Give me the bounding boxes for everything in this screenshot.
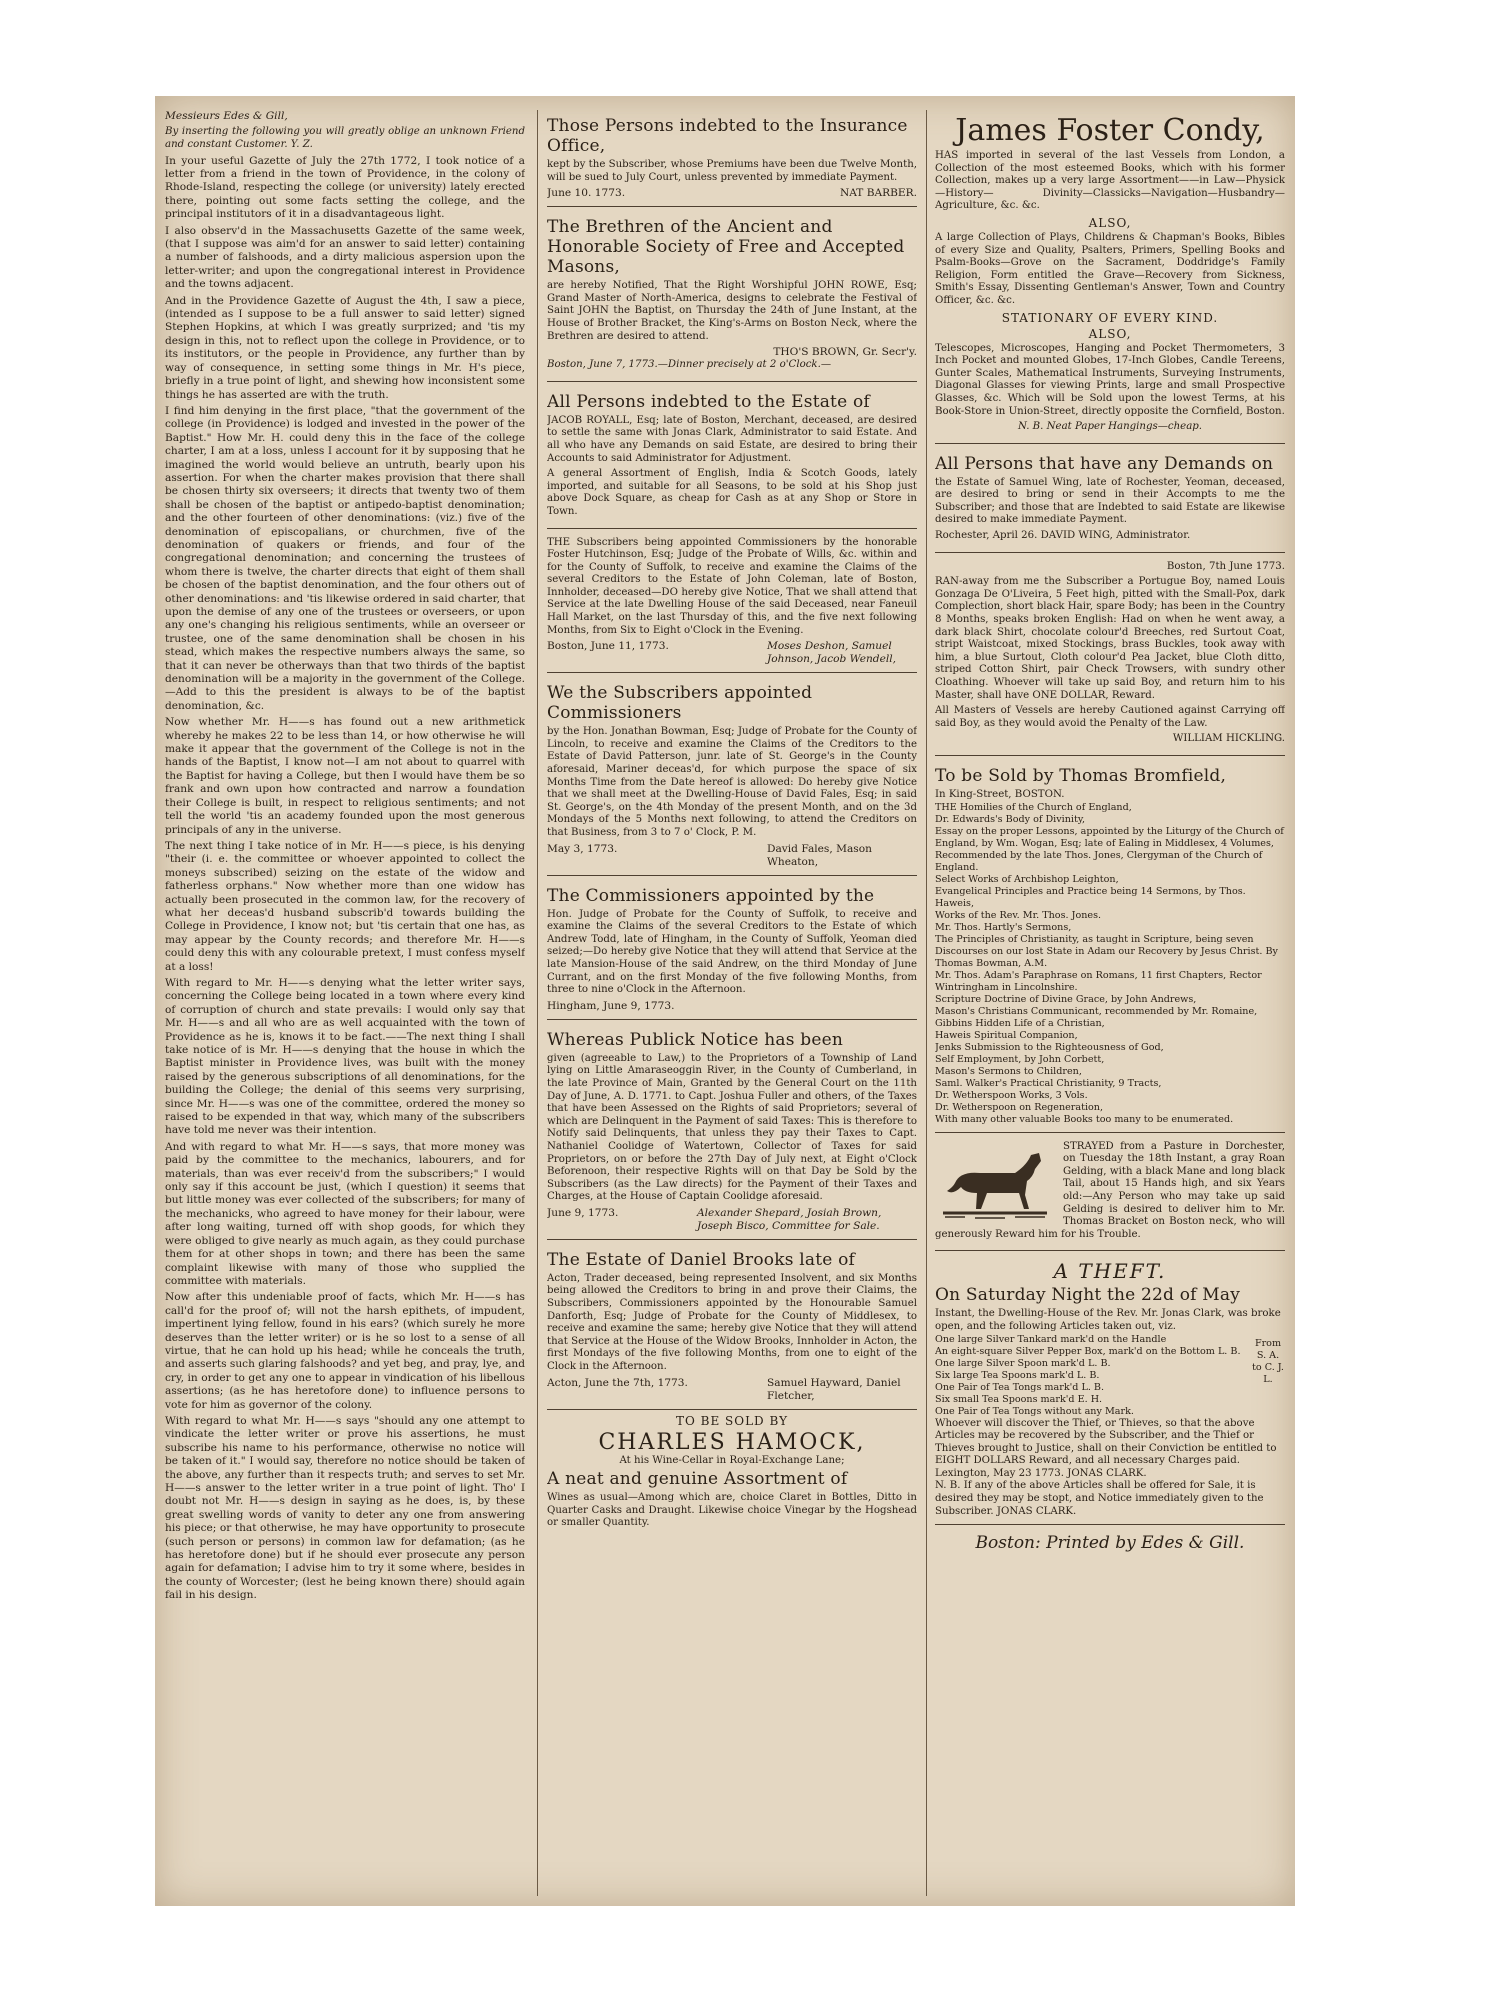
advert-brooks-estate <box>547 1244 917 1410</box>
advert-signature: Alexander Shepard, Josiah Brown, Joseph Bisco, Committee for Sale. <box>697 1206 882 1232</box>
advert-body: RAN-away from me the Subscriber a Portugue Boy, named Louis Gonzaga De O'Liveira, 5 Feet high, pitted with the Small-Pox, dark Complection, short black Hair, spare Body; has been in the Country 8 Months, speaks broken English: Had on when he went away, a dark black Shirt, chocolate colour'd Breeches, red Surtout Coat, stript Waistcoat, mixed Stockings, brass Buckles, took away with him, a blue Surtout, Cloth colour'd Pea Jacket, blue Cloth ditto, striped Cotton Shirt, pair Check Trowsers, with sundry other Cloathing. Whoever will take up said Boy, and return him to his Master, shall have ONE DOLLAR, Reward. <box>935 576 1285 701</box>
letter-paragraph: With regard to Mr. H——s denying what the letter writer says, concerning the College being located in a town where every kind of corruption of church and state prevails: I would only say that Mr. H——s and all who are as well acquainted with the town of Providence as he is, knows it to be fact.——The next thing I shall take notice of is Mr. H——s denying that the house in which the Baptist minister in Providence lives, was built with the money raised by the generous subscriptions of all denominations, for the building the College; the denial of this seems very surprising, since Mr. H——s was one of the committee, ordered the money so raised to be expended in that way, which many of the subscribers have told me never was their intention. <box>165 976 525 1137</box>
advert-strayed-horse <box>935 1137 1285 1252</box>
book-item: Saml. Walker's Practical Christianity, 9 Tracts, <box>935 1077 1162 1089</box>
advert-signature: Lexington, May 23 1773. JONAS CLARK. <box>935 1467 1147 1479</box>
advert-body: given (agreeable to Law,) to the Proprietors of a Township of Land lying on Little Amaraseoggin River, in the County of Cumberland, in the late Province of Main, Granted by the General Court on the 11th Day of June, A. D. 1771. to Capt. Joshua Fuller and others, of the Taxes that have been Assessed on the Rights of said Proprietors; several of which are Delinquent in the Payment of said Taxes: This is therefore to Notify said Delinquents, that unless they pay their Taxes to Capt. Nathaniel Coolidge of Watertown, Collector of Taxes for said Proprietors, on or before the 27th Day of July next, at Eight o'Clock Beforenoon, their respective Rights will on that Day be Sold by the Subscribers (as the Law directs) for the Payment of their Taxes and Charges, at the House of Captain Coolidge aforesaid. <box>547 1052 917 1203</box>
stolen-item: One Pair of Tea Tongs without any Mark. <box>935 1405 1134 1417</box>
letter-paragraph: In your useful Gazette of July the 27th 1772, I took notice of a letter from a friend in the town of Providence, in the colony of Rhode-Island, respecting the college (or university) lately erected there, pointing out some facts setting the college, and the principal institutors of it in a disadvantageous light. <box>165 154 525 221</box>
book-item: Mr. Thos. Adam's Paraphrase on Romans, 11 first Chapters, Rector Wintringham in Lincolnshire. <box>935 969 1262 993</box>
column-rule <box>537 110 538 1896</box>
advert-address: In King-Street, BOSTON. <box>935 788 1065 800</box>
advert-heading: We the Subscribers appointed Commissioners <box>547 683 813 724</box>
column-rule <box>926 110 927 1896</box>
advert-signature: Moses Deshon, Samuel Johnson, Jacob Wendell, <box>767 640 896 666</box>
advert-hamock <box>547 1414 917 1530</box>
book-item: THE Homilies of the Church of England, <box>935 801 1132 813</box>
advert-heading: The Estate of Daniel Brooks late of <box>547 1249 856 1270</box>
advert-address: At his Wine-Cellar in Royal-Exchange Lane; <box>619 1454 845 1466</box>
column-adverts <box>935 110 1285 1896</box>
book-item: Self Employment, by John Corbett, <box>935 1053 1105 1065</box>
advert-body: Acton, Trader deceased, being represented Insolvent, and six Months being allowed the Creditors to bring in and prove their Claims, the Subscribers, Commissioners appointed by the Honourable Samuel Danforth, Esq; Judge of Probate for the County of Middlesex, to receive and examine the same; hereby give Notice that they will attend that Service at the House of the Widow Brooks, Innholder in Acton, the first Mondays of the five following Months, from one to eight of the Clock in the Afternoon. <box>547 1272 917 1373</box>
stolen-item: One large Silver Tankard mark'd on the Handle <box>935 1333 1167 1345</box>
book-item: Scripture Doctrine of Divine Grace, by John Andrews, <box>935 993 1197 1005</box>
advert-signature: NAT BARBER. <box>839 187 917 200</box>
stolen-item: An eight-square Silver Pepper Box, mark'd on the Bottom L. B. <box>935 1345 1241 1357</box>
book-item: The Principles of Christianity, as taught in Scripture, being seven Discourses on our lost State in Adam our Recovery by Jesus Christ. By Thomas Bowman, A.M. <box>935 933 1278 969</box>
book-item: Jenks Submission to the Righteousness of God, <box>935 1041 1164 1053</box>
advert-heading: Whereas Publick Notice has been <box>547 1029 844 1050</box>
advert-extra: A general Assortment of English, India & Scotch Goods, lately imported, and suitable for all Seasons, to be sold at his Shop just above Dock Square, as cheap for Cash as at any Shop or Store in Town. <box>547 468 917 517</box>
advert-signature: WILLIAM HICKLING. <box>1172 733 1285 745</box>
salutation: Messieurs Edes & Gill, <box>165 110 288 122</box>
advert-subheading: STATIONARY OF EVERY KIND. <box>1001 310 1219 325</box>
advert-also: ALSO, <box>1088 215 1132 230</box>
advert-title: A THEFT. <box>1053 1259 1167 1284</box>
advert-body: are hereby Notified, That the Right Worshipful JOHN ROWE, Esq; Grand Master of North-America, designs to celebrate the Festival of Saint JOHN the Baptist, on Thursday the 24th of June Instant, at the House of Brother Bracket, the King's-Arms on Boston Neck, where the Brethren are desired to attend. <box>547 280 917 342</box>
advert-royall-estate <box>547 386 917 529</box>
letter-paragraph: Now after this undeniable proof of facts, which Mr. H——s has call'd for the proof of; will not the harsh epithets, of impudent, impertinent lying fellow, found in his ears? (which surely he more deserves than the letter writer) or is he so lost to a sense of all virtue, that he can hold up his head; while he conceals the truth, and asserts such glaring falshoods? and yet beg, and pray, lye, and cry, in order to get any one to appear in vindication of his libellous assertions; (as he has heretofore done) to influence persons to vote for him as governor of the colony. <box>165 1291 525 1411</box>
advert-heading: The Commissioners appointed by the <box>547 885 875 906</box>
advert-kicker: TO BE SOLD BY <box>675 1413 789 1428</box>
book-item: Recommended by the late Thos. Jones, Clergyman of the Church of England. <box>935 849 1263 873</box>
book-item: Select Works of Archbishop Leighton, <box>935 873 1119 885</box>
advert-theft <box>935 1255 1285 1525</box>
book-item: Dr. Edwards's Body of Divinity, <box>935 813 1086 825</box>
advert-body: A large Collection of Plays, Childrens & Chapman's Books, Bibles of every Size and Quality, Psalters, Primers, Spelling Books and Psalm-Books—Grove on the Sacrament, Doddridge's Family Religion, Form entitled the Grave—Recovery from Sickness, Smith's Essay, Dissenting Gentleman's Answer, Town and Country Officer, &c. &c. <box>935 231 1285 306</box>
letter-paragraph: I also observ'd in the Massachusetts Gazette of the same week, (that I suppose was aim'd for an answer to said letter) containing a number of falshoods, and a dirty malicious aspersion upon the letter-writer; and upon the congregational interest in Providence and the towns adjacent. <box>165 224 525 291</box>
book-item: Essay on the proper Lessons, appointed by the Liturgy of the Church of England, by Wm. Wogan, Esq; late of Ealing in Middlesex, 4 Volumes, <box>935 825 1284 849</box>
advert-heading: All Persons indebted to the Estate of <box>547 391 870 412</box>
newspaper-page <box>155 96 1295 1906</box>
book-item: Mason's Christians Communicant, recommended by Mr. Romaine, <box>935 1005 1258 1017</box>
book-item: With many other valuable Books too many to be enumerated. <box>935 1113 1234 1125</box>
stolen-item: Six small Tea Spoons mark'd E. H. <box>935 1393 1103 1405</box>
book-item: Mr. Thos. Hartly's Sermons, <box>935 921 1072 933</box>
stolen-item: One large Silver Spoon mark'd L. B. <box>935 1357 1111 1369</box>
advert-signature: THO'S BROWN, Gr. Secr'y. <box>773 346 917 359</box>
advert-insurance <box>547 110 917 207</box>
advert-publick-notice <box>547 1024 917 1240</box>
advert-signature: Samuel Hayward, Daniel Fletcher, <box>767 1376 901 1402</box>
advert-signature: David Fales, Mason Wheaton, <box>767 842 872 868</box>
printer-imprint: Boston: Printed by Edes & Gill. <box>975 1533 1245 1554</box>
advert-heading: To be Sold by Thomas Bromfield, <box>935 765 1227 786</box>
advert-date: June 9, 1773. <box>547 1206 619 1219</box>
book-item: Works of the Rev. Mr. Thos. Jones. <box>935 909 1102 921</box>
horse-woodcut-icon <box>935 1143 1055 1221</box>
advert-merchant: CHARLES HAMOCK, <box>598 1429 866 1455</box>
advert-body: JACOB ROYALL, Esq; late of Boston, Merchant, deceased, are desired to settle the same with Jonas Clark, Administrator to said Estate. And all who have any Demands on said Estate, are desired to bring their Accounts to said Administrator for Adjustment. <box>547 414 917 464</box>
advert-body: HAS imported in several of the last Vessels from London, a Collection of the most esteemed Books, which with his former Collection, makes up a very large Assortment——in Law—Physick—History— Divinity—Classicks—Navigation—Husbandry—Agriculture, &c. &c. <box>935 150 1285 212</box>
advert-date: Acton, June the 7th, 1773. <box>547 1376 688 1389</box>
advert-heading: A neat and genuine Assortment of <box>547 1469 848 1490</box>
advert-footnote: Boston, June 7, 1773.—Dinner precisely at 2 o'Clock.— <box>547 359 832 371</box>
advert-masons <box>547 211 917 382</box>
book-item: Dr. Wetherspoon on Regeneration, <box>935 1101 1104 1113</box>
advert-body: Hon. Judge of Probate for the County of Suffolk, to receive and examine the Claims of the several Creditors to the Estate of which Andrew Todd, late of Hingham, in the County of Suffolk, Yeoman died seized;—Do hereby give Notice that they will attend that Service at the late Mansion-House of the said Andrew, on the third Monday of June Currant, and on the first Monday of the five following Months, from three to nine o'Clock in the Afternoon. <box>547 908 917 996</box>
letter-paragraph: And with regard to what Mr. H——s says, that more money was paid by the committee to the mechanics, labourers, and for materials, than was ever receiv'd from the subscribers;" I would only say if this account be just, (which I question) it seems that but little money was ever collected of the subscribers; for many of the mechanicks, who agreed to have money for their labour, were after long waiting, turned off with shop goods, for which they were obliged to give nearly as much again, as they could purchase them for at other shops in town; and there has been the same complaint likewise with many of those who supplied the committee with materials. <box>165 1140 525 1287</box>
advert-note: N. B. If any of the above Articles shall be offered for Sale, it is desired they may be stopt, and Notice immediately given to the Subscriber. JONAS CLARK. <box>935 1480 1264 1517</box>
advert-todd-estate <box>547 880 917 1020</box>
book-item: Gibbins Hidden Life of a Christian, <box>935 1017 1105 1029</box>
book-item: Haweis Spiritual Companion, <box>935 1029 1078 1041</box>
column-letter <box>165 110 525 1896</box>
advert-title: James Foster Condy, <box>955 113 1265 148</box>
advert-heading: The Brethren of the Ancient and Honorable Society of Free and Accepted Masons, <box>547 217 905 278</box>
advert-bromfield <box>935 760 1285 1133</box>
stolen-item: One Pair of Tea Tongs mark'd L. B. <box>935 1381 1105 1393</box>
advert-heading: On Saturday Night the 22d of May <box>935 1285 1241 1306</box>
advert-heading: Those Persons indebted to the Insurance Office, <box>547 116 908 156</box>
advert-coleman-estate <box>547 533 917 674</box>
letter-paragraph: And in the Providence Gazette of August the 4th, I saw a piece, (intended as I suppose to be a full answer to said letter) signed Stephen Hopkins, at which I was greatly surprized; and 'tis my design in this, not to reflect upon the college in Providence, or to its institutors, or the people in Providence, any further than by way of consequence, in setting some things in Mr. H's piece, briefly in a true point of light, and shewing how inconsistent some things he has asserted are with the truth. <box>165 294 525 401</box>
advert-date: Boston, 7th June 1773. <box>1166 560 1285 572</box>
advert-signature: Rochester, April 26. DAVID WING, Administrator. <box>935 530 1191 542</box>
advert-body: Telescopes, Microscopes, Hanging and Pocket Thermometers, 3 Inch Pocket and mounted Globes, 17-Inch Globes, Candle Tereens, Gunter Scales, Mathematical Instruments, Surveying Instruments, Diagonal Glasses for viewing Prints, large and small Prospective Glasses, &c. Which will be Sold upon the lowest Terms, at his Book-Store in Union-Street, directly opposite the Cornfield, Boston. <box>935 342 1285 417</box>
letter-paragraph: With regard to what Mr. H——s says "should any one attempt to vindicate the letter writer or prove his assertions, he must subscribe his name to his performance, otherwise no notice will be taken of it." I would say, therefore no notice should be taken of the above, any further than it respects truth; and serves to set Mr. H——s answer to the letter writer in a true point of light. Tho' I doubt not Mr. H——s design in saying as he does, is, by these great swelling words of vanity to deter any one from answering his piece; or that otherwise, he may have opportunity to prosecute (such person or persons) in common law for defamation; (as he has heretofore done) but if he should ever prosecute any person again for defamation; I advise him to try it some where, besides in the county of Worcester; (lest he being known there) should again fail in his design. <box>165 1414 525 1602</box>
advert-body: kept by the Subscriber, whose Premiums have been due Twelve Month, will be sued to July Court, unless prevented by immediate Payment. <box>547 159 917 183</box>
advert-body: Instant, the Dwelling-House of the Rev. Mr. Jonas Clark, was broke open, and the following Articles taken out, viz. <box>935 1308 1281 1332</box>
advert-date: May 3, 1773. <box>547 842 618 855</box>
advert-condy <box>935 110 1285 444</box>
book-item: Mason's Sermons to Children, <box>935 1065 1082 1077</box>
letter-paragraph: Now whether Mr. H——s has found out a new arithmetick whereby he makes 22 to be less than 14, or how otherwise he will make it appear that the government of the College is not in the hands of the Baptist, I know not—I am not about to quarrel with the Baptist for having a College, but then I would have them be so frank and own upon how contracted and narrow a foundation their College is built, in respect to religious sentiments; and not tell the world 'tis an academy founded upon the most generous principals of any in the universe. <box>165 716 525 836</box>
stolen-item: Six large Tea Spoons mark'd L. B. <box>935 1369 1100 1381</box>
advert-date: Boston, June 11, 1773. <box>547 640 669 653</box>
advert-caution: All Masters of Vessels are hereby Cautioned against Carrying off said Boy, as they would avoid the Penalty of the Law. <box>935 705 1285 729</box>
advert-runaway <box>935 557 1285 756</box>
advert-body: by the Hon. Jonathan Bowman, Esq; Judge of Probate for the County of Lincoln, to receive and examine the Claims of the Creditors to the Estate of David Patterson, junr. late of St. George's in the County aforesaid, Mariner deceas'd, for which purpose the space of six Months Time from the Date hereof is allowed: Do hereby give Notice that we shall meet at the Dwelling-House of David Fales, Esq; in said St. George's, on the 4th Monday of the present Month, and on the 3d Mondays of the 5 Months next following, to attend the Creditors on that Business, from 3 to 7 o' Clock, P. M. <box>547 726 917 838</box>
advert-wing-estate <box>935 448 1285 553</box>
advert-heading: All Persons that have any Demands on <box>935 453 1274 474</box>
advert-patterson-estate <box>547 677 917 875</box>
advert-body: STRAYED from a Pasture in Dorchester, on Tuesday the 18th Instant, a gray Roan Gelding, with a black Mane and long black Tail, about 15 Hands high, and six Years old:—Any Person who may take up said Gelding is desired to deliver him to Mr. Thomas Bracket on Boston neck, who will generously Reward him for his Trouble. <box>935 1140 1285 1240</box>
letter-paragraph: I find him denying in the first place, "that the government of the college (in Providence) is lodged and invested in the power of the Baptist." How Mr. H. could deny this in the face of the college charter, I am at a loss, unless I account for it by supposing that he imagined the world would believe an untruth, bearly upon his assertion. For when the charter makes provision that there shall be chosen thirty six overseers; it directs that twenty two of them shall be chosen of the baptist or antipedo-baptist denomination; and the other fourteen of other denominations: (viz.) five of the denomination of episcopalians, or churchmen, five of the denomination of quakers or friends, and four of the congregational denomination; and concerning the trustees of whom there is twelve, the charter directs that eight of them shall be chosen of the baptist denomination, and the four others out of other denominations: and 'tis likewise ordered in said charter, that upon the demise of any one of the trustees or overseers, or upon any one's changing his religious sentiments, while an overseer or trustee, one of the same denomination shall be chosen in his stead, which makes the respective numbers always the same, so that it can never be otherways than that two thirds of the baptist denomination will be a majority in the government of the College.—Add to this the president is always to be of the baptist denomination, &c. <box>165 404 525 712</box>
book-item: Dr. Wetherspoon Works, 3 Vols. <box>935 1089 1088 1101</box>
advert-also: ALSO, <box>1088 326 1132 341</box>
marks-brace: From S. A. to C. J. L. <box>1252 1337 1284 1385</box>
letter-intro: By inserting the following you will greatly oblige an unknown Friend and constant Customer. Y. Z. <box>165 126 525 150</box>
advert-body: Wines as usual—Among which are, choice Claret in Bottles, Ditto in Quarter Casks and Draught. Likewise choice Vinegar by the Hogshead or smaller Quantity. <box>547 1492 917 1529</box>
advert-reward: Whoever will discover the Thief, or Thieves, so that the above Articles may be recovered by the Subscriber, and the Thief or Thieves brought to Justice, shall on their Conviction be entitled to EIGHT DOLLARS Reward, and all necessary Charges paid. <box>935 1417 1277 1467</box>
advert-date: Hingham, June 9, 1773. <box>547 999 675 1012</box>
advert-body: the Estate of Samuel Wing, late of Rochester, Yeoman, deceased, are desired to bring or send in their Accompts to me the Subscriber; and those that are Indebted to said Estate are likewise desired to make immediate Payment. <box>935 476 1285 526</box>
advert-body: THE Subscribers being appointed Commissioners by the honorable Foster Hutchinson, Esq; Judge of the Probate of Wills, &c. within and for the County of Suffolk, to receive and examine the Claims of the several Creditors to the Estate of John Coleman, late of Boston, Innholder, deceased—DO hereby give Notice, That we shall attend that Service at the late Dwelling House of the said Deceased, near Faneuil Hall Market, on the last Thursday of this, and the five next following Months, from Six to Eight o'Clock in the Evening. <box>547 536 917 636</box>
advert-note: N. B. Neat Paper Hangings—cheap. <box>1017 421 1203 433</box>
advert-date: June 10. 1773. <box>547 187 626 200</box>
book-item: Evangelical Principles and Practice being 14 Sermons, by Thos. Haweis, <box>935 885 1246 909</box>
column-notices <box>547 110 917 1896</box>
letter-paragraph: The next thing I take notice of in Mr. H——s piece, is his denying "their (i. e. the committee or whoever appointed to collect the moneys subscribed) seizing on the estate of the widow and fatherless orphans." Now whether more than one widow has actually been prosecuted in the common law, for the recovery of what her deceas'd husband subscrib'd towards building the College in Providence, I know not; but 'tis certain that one has, as may appear by the County records; and therefore Mr. H——s could deny this with any colourable pretext, I must confess myself at a loss! <box>165 839 525 973</box>
